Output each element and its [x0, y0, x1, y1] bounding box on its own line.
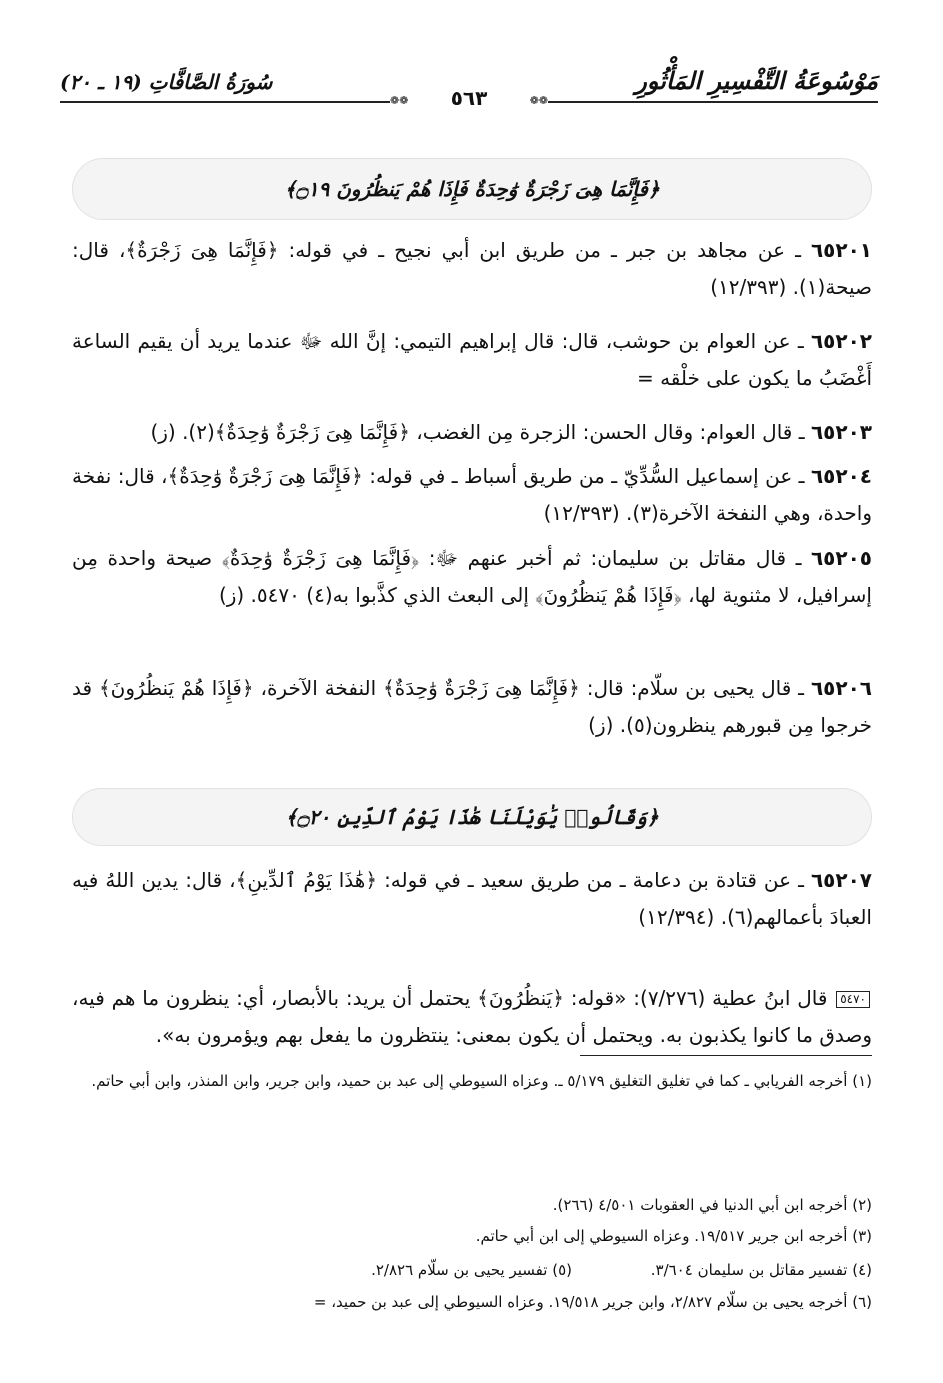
entry-65202 — [72, 323, 872, 397]
entry-65206 — [72, 670, 872, 744]
entry-65207 — [72, 862, 872, 936]
footnote-3: (٣) أخرجه ابن جرير ١٩/٥١٧. وعزاه السيوطي إلى ابن أبي حاتم. — [475, 1227, 872, 1245]
header-rule-right — [548, 101, 878, 103]
entry-65203 — [72, 414, 872, 451]
commentary-ref: ٥٤٧٠ — [836, 991, 870, 1008]
entry-number: ٦٥٢٠١ — [810, 238, 872, 262]
header-rule-left — [60, 101, 390, 103]
ornament-right-icon: ❁❁ — [529, 94, 548, 107]
entry-number: ٦٥٢٠٣ — [810, 420, 872, 444]
entry-text: ـ قال العوام: وقال الحسن: الزجرة مِن الغضب، ﴿فَإِنَّمَا هِىَ زَجْرَةٌ وَٰحِدَةٌ﴾(٢). (ز) — [150, 420, 811, 444]
footnote-4: (٤) تفسير مقاتل بن سليمان ٣/٦٠٤. — [650, 1261, 872, 1279]
footnote-5: (٥) تفسير يحيى بن سلّام ٢/٨٢٦. — [371, 1261, 572, 1279]
entry-text: ـ قال يحيى بن سلّام: قال: ﴿فَإِنَّمَا هِىَ زَجْرَةٌ وَٰحِدَةٌ﴾ النفخة الآخرة، ﴿فَإِذَا هُمْ يَنظُرُونَ﴾ قد خرجوا مِن قبورهم ينظرون(٥). (ز) — [72, 676, 872, 737]
entry-number: ٦٥٢٠٥ — [810, 546, 872, 570]
entry-number: ٦٥٢٠٧ — [810, 868, 872, 892]
surah-range: سُورَةُ الصَّافَّاتِ (١٩ ـ ٢٠) — [60, 70, 273, 94]
verse-banner-20 — [72, 788, 872, 846]
commentary-text: قال ابنُ عطية (٧/٢٧٦): «قوله: ﴿يَنظُرُونَ﴾ يحتمل أن يريد: بالأبصار، أي: ينظرون ما هم فيه، وصدق ما كانوا يكذبون به. ويحتمل أن يكون بمعنى: ينتظرون ما يفعل بهم ويؤمرون به». — [72, 986, 872, 1047]
commentary-box — [72, 980, 872, 1054]
entry-number: ٦٥٢٠٢ — [810, 329, 872, 353]
entry-65205 — [72, 540, 872, 614]
entry-text: ـ عن العوام بن حوشب، قال: قال إبراهيم التيمي: إنَّ الله ﷻ عندما يريد أن يقيم الساعة أَغْضَبُ ما يكون على خلْقه = — [72, 329, 872, 390]
verse-banner-19 — [72, 158, 872, 220]
series-title: مَوْسُوعَةُ التَّفْسِيرِ المَأْثُورِ — [635, 66, 878, 95]
ornament-left-icon: ❁❁ — [390, 94, 409, 107]
entry-text: ـ قال مقاتل بن سليمان: ثم أخبر عنهم ﷻ: ﴿فَإِنَّمَا هِىَ زَجْرَةٌ وَٰحِدَةٌ﴾ صيحة واحدة مِن إسرافيل، لا مثنوية لها، ﴿فَإِذَا هُمْ يَنظُرُونَ﴾ إلى البعث الذي كذَّبوا به(٤) ٥٤٧٠. (ز) — [72, 546, 872, 607]
entry-text: ـ عن مجاهد بن جبر ـ من طريق ابن أبي نجيح ـ في قوله: ﴿فَإِنَّمَا هِىَ زَجْرَةٌ﴾، قال: صيحة(١). (١٢/٣٩٣) — [72, 238, 872, 299]
entry-text: ـ عن إسماعيل السُّدِّيّ ـ من طريق أسباط ـ في قوله: ﴿فَإِنَّمَا هِىَ زَجْرَةٌ وَٰحِدَةٌ﴾، قال: نفخة واحدة، وهي النفخة الآخرة(٣). (١٢/٣٩٣) — [72, 464, 872, 525]
entry-number: ٦٥٢٠٤ — [810, 464, 872, 488]
footnote-6: (٦) أخرجه يحيى بن سلّام ٢/٨٢٧، وابن جرير ١٩/٥١٨. وعزاه السيوطي إلى عبد بن حميد، = — [313, 1293, 872, 1311]
entry-number: ٦٥٢٠٦ — [810, 676, 872, 700]
page-header — [60, 62, 878, 112]
entry-text: ـ عن قتادة بن دعامة ـ من طريق سعيد ـ في قوله: ﴿هَٰذَا يَوْمُ ٱلدِّينِ﴾، قال: يدين اللهُ فيه العبادَ بأعمالهم(٦). (١٢/٣٩٤) — [72, 868, 872, 929]
entry-65204 — [72, 458, 872, 532]
page-number: ٥٦٣ — [450, 86, 488, 110]
footnote-divider — [580, 1055, 872, 1056]
verse-text: ﴿فَإِنَّمَا هِىَ زَجْرَةٌ وَٰحِدَةٌ فَإِذَا هُمْ يَنظُرُونَ ۝١٩﴾ — [284, 177, 660, 201]
footnote-1: (١) أخرجه الفريابي ـ كما في تغليق التغليق ٥/١٧٩ ـ. وعزاه السيوطي إلى عبد بن حميد، وابن جرير، وابن المنذر، وابن أبي حاتم. — [91, 1072, 872, 1090]
footnote-2: (٢) أخرجه ابن أبي الدنيا في العقوبات ٤/٥٠١ (٢٦٦). — [552, 1196, 872, 1214]
entry-65201 — [72, 232, 872, 306]
verse-text: ﴿وَقَالُوا۟ يَٰوَيْلَنَا هَٰذَا يَوْمُ ٱلدِّينِ ۝٢٠﴾ — [285, 805, 659, 829]
